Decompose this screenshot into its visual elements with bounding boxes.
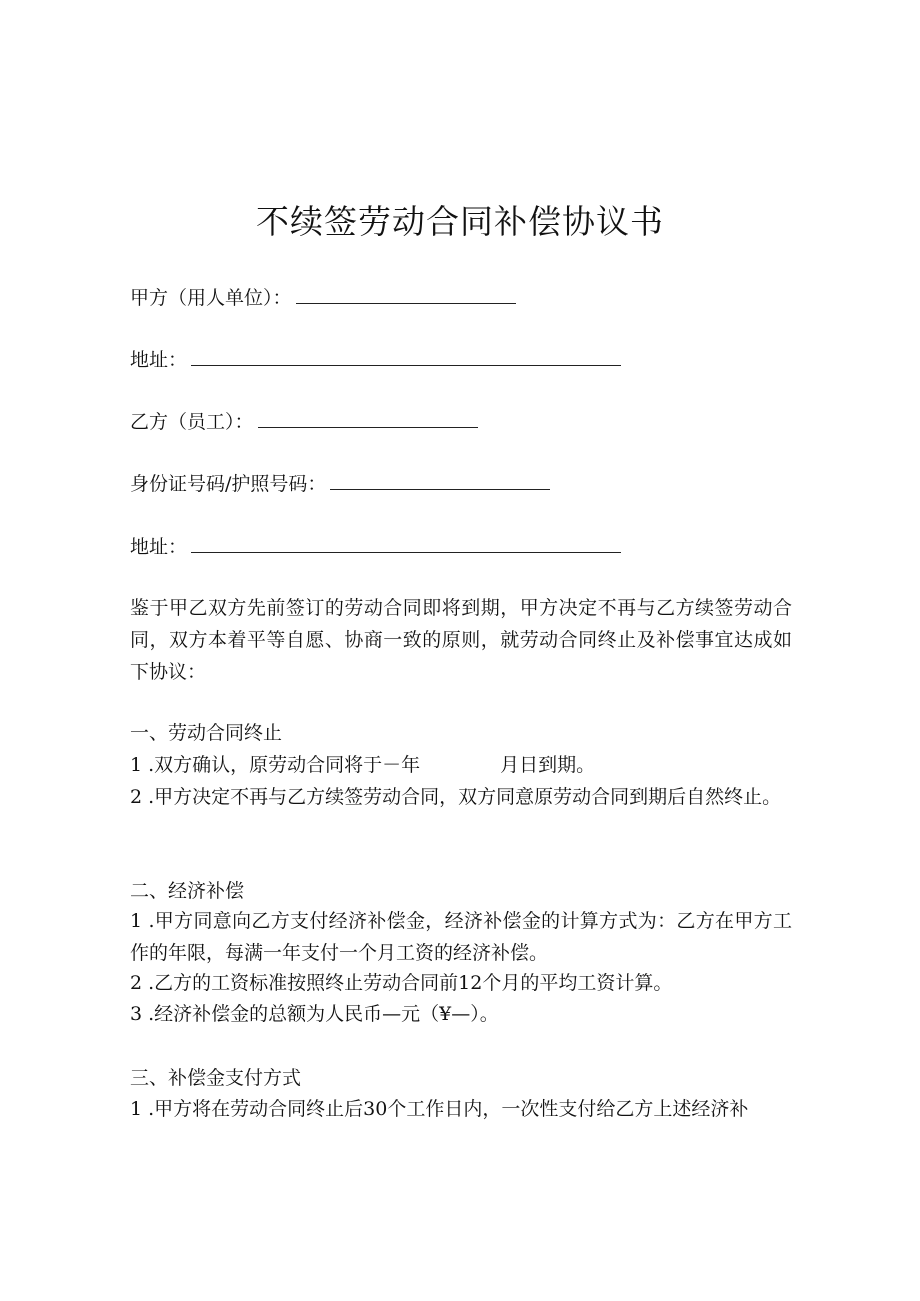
party-a-blank[interactable] bbox=[296, 284, 516, 304]
preamble-paragraph: 鉴于甲乙双方先前签订的劳动合同即将到期，甲方决定不再与乙方续签劳动合同，双方本着平等自愿、协商一致的原则，就劳动合同终止及补偿事宜达成如下协议： bbox=[130, 597, 792, 683]
section-heading: 三、补偿金支付方式 bbox=[130, 1067, 302, 1089]
address-label: 地址： bbox=[130, 536, 188, 558]
party-a-address-line bbox=[130, 346, 621, 373]
document-title: 不续签劳动合同补偿协议书 bbox=[256, 202, 664, 241]
id-number-label: 身份证号码/护照号码： bbox=[130, 473, 327, 495]
clause-item: 1 .甲方将在劳动合同终止后30个工作日内，一次性支付给乙方上述经济补 bbox=[130, 1098, 749, 1120]
section-heading: 二、经济补偿 bbox=[130, 880, 245, 902]
clause-item: 2 .乙方的工资标准按照终止劳动合同前12个月的平均工资计算。 bbox=[130, 972, 673, 994]
party-a-label: 甲方（用人单位）： bbox=[130, 287, 292, 309]
party-a-address-blank[interactable] bbox=[191, 346, 621, 366]
clause-item: 3 .经济补偿金的总额为人民币—元（¥—）。 bbox=[130, 1003, 499, 1025]
clause-text: 月日到期。 bbox=[500, 754, 596, 776]
section-heading: 一、劳动合同终止 bbox=[130, 722, 283, 744]
id-number-blank[interactable] bbox=[330, 470, 550, 490]
clause-text: 1 .双方确认，原劳动合同将于－年 bbox=[130, 754, 421, 776]
party-b-line bbox=[130, 408, 478, 435]
party-b-address-blank[interactable] bbox=[191, 533, 621, 553]
party-a-line bbox=[130, 284, 516, 311]
clause-item: 1 .甲方同意向乙方支付经济补偿金，经济补偿金的计算方式为：乙方在甲方工作的年限，每满一年支付一个月工资的经济补偿。 bbox=[130, 910, 792, 964]
id-number-line bbox=[130, 470, 550, 497]
party-b-label: 乙方（员工）： bbox=[130, 411, 254, 433]
party-b-address-line bbox=[130, 533, 621, 560]
clause-item: 2 .甲方决定不再与乙方续签劳动合同，双方同意原劳动合同到期后自然终止。 bbox=[130, 786, 782, 808]
party-b-blank[interactable] bbox=[258, 408, 478, 428]
clause-item bbox=[130, 749, 792, 781]
address-label: 地址： bbox=[130, 349, 188, 371]
